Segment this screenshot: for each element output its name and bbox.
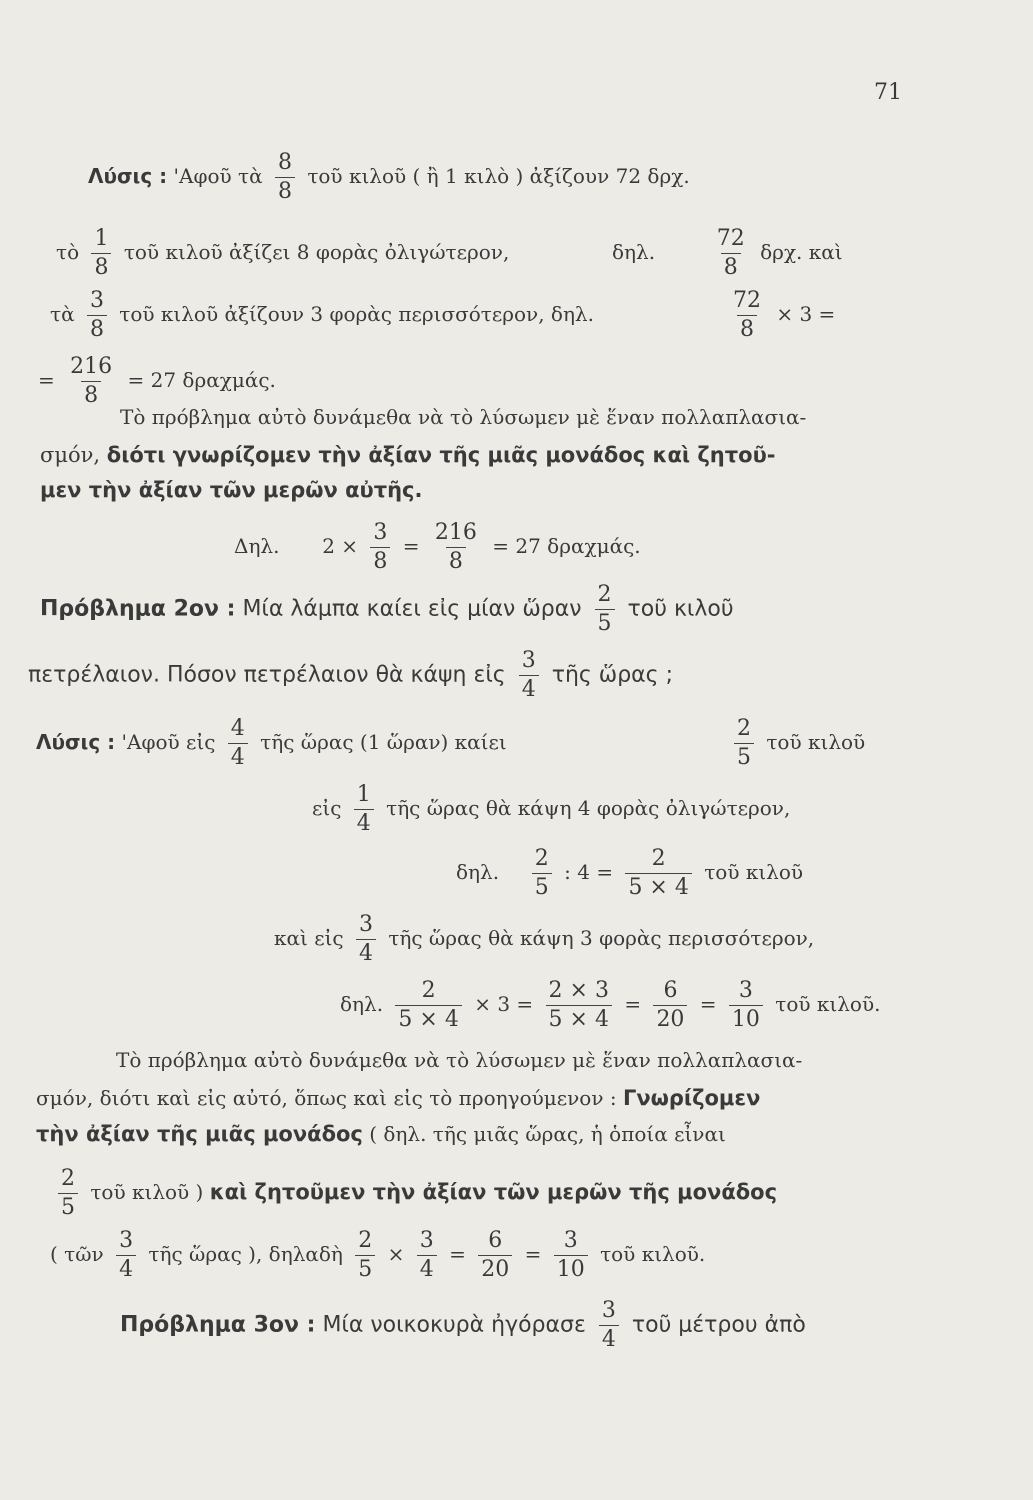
fraction-1-8 (91, 228, 111, 279)
fraction-2-5x4 (395, 980, 461, 1031)
numerator: 2 (597, 582, 612, 607)
text: δηλ. (612, 240, 656, 264)
bold-text: Γνωρίζομεν (622, 1086, 761, 1110)
denominator: 4 (228, 743, 248, 769)
numerator: 3 (738, 978, 753, 1003)
numerator: 4 (230, 716, 245, 741)
paragraph-2-line-3 (36, 1122, 726, 1146)
numerator: 72 (733, 288, 761, 313)
fraction-8-8 (275, 152, 295, 203)
text: = (624, 992, 642, 1016)
numerator: 8 (277, 150, 292, 175)
paragraph-2-line-1: Τὸ πρόβλημα αὐτὸ δυνάμεθα νὰ τὸ λύσωμεν μὲ ἕναν πολλαπλασια- (116, 1048, 803, 1072)
numerator: 2 (534, 846, 549, 871)
fraction-3-8 (87, 290, 107, 341)
text: τῆς ὥρας (1 ὥραν) καίει (260, 730, 507, 754)
problem-3-line-1 (120, 1300, 806, 1351)
text: τοῦ κιλοῦ ἀξίζουν 3 φορὰς περισσότερον, δηλ. (119, 302, 594, 326)
numerator: 2 (421, 978, 436, 1003)
text: τῆς ὥρας ), δηλαδὴ (148, 1242, 343, 1266)
denominator: 5 (58, 1193, 78, 1219)
text: δηλ. (456, 860, 500, 884)
solution-2-line-1 (36, 718, 507, 769)
text: πετρέλαιον. Πόσον πετρέλαιον θὰ κάψη εἰς (28, 662, 506, 688)
numerator: 1 (356, 782, 371, 807)
text: 'Αφοῦ εἰς (121, 730, 216, 754)
fraction-72-8 (730, 290, 764, 341)
text: = 27 δραχμάς. (127, 368, 276, 392)
fraction-3-4 (116, 1230, 136, 1281)
fraction-3-4 (356, 914, 376, 965)
numerator: 6 (663, 978, 678, 1003)
text: τοῦ κιλοῦ ( ἢ 1 κιλὸ ) ἀξίζουν 72 δρχ. (307, 164, 690, 188)
solution-1-line-3 (50, 290, 594, 341)
text: Μία λάμπα καίει εἰς μίαν ὥραν (242, 596, 582, 622)
fraction-3-8 (370, 522, 390, 573)
solution-2-line-3 (456, 848, 803, 899)
numerator: 216 (434, 520, 477, 545)
solution-1-line-2 (56, 228, 509, 279)
denominator: 8 (370, 547, 390, 573)
denominator: 4 (599, 1325, 619, 1351)
fraction-2-5 (58, 1168, 78, 1219)
fraction-2-5 (532, 848, 552, 899)
denominator: 5 (355, 1255, 375, 1281)
text: τῆς ὥρας θὰ κάψη 3 φορὰς περισσότερον, (388, 926, 815, 950)
text: δρχ. καὶ (760, 240, 843, 264)
numerator: 1 (94, 226, 109, 251)
problem-2-label: Πρόβλημα 2ον : (40, 596, 236, 622)
denominator: 5 × 4 (546, 1005, 612, 1031)
fraction-216-8 (432, 522, 480, 573)
text: = (38, 368, 55, 392)
problem-3-label: Πρόβλημα 3ον : (120, 1312, 316, 1338)
text: = 27 δραχμάς. (492, 534, 641, 558)
fraction-72-8 (714, 228, 748, 279)
denominator: 5 (532, 873, 552, 899)
paragraph-1-line-1: Τὸ πρόβλημα αὐτὸ δυνάμεθα νὰ τὸ λύσωμεν μὲ ἕναν πολλαπλασια- (120, 405, 807, 429)
text: ( τῶν (50, 1242, 104, 1266)
paragraph-1-line-3: μεν τὴν ἀξίαν τῶν μερῶν αὐτῆς. (40, 478, 423, 502)
fraction-6-20 (653, 980, 687, 1031)
solution-2-line-4 (274, 914, 814, 965)
text: δηλ. (340, 992, 384, 1016)
fraction-2-5 (355, 1230, 375, 1281)
denominator: 5 × 4 (625, 873, 691, 899)
problem-2-line-2 (28, 650, 673, 701)
paragraph-2-line-4 (52, 1168, 777, 1219)
text: εἰς (312, 796, 342, 820)
text: × (387, 1242, 405, 1266)
numerator: 3 (119, 1228, 134, 1253)
numerator: 3 (373, 520, 388, 545)
paragraph-2-line-5 (50, 1230, 705, 1281)
solution-label: Λύσις : (36, 730, 116, 754)
text: × 3 = (776, 302, 836, 326)
denominator: 4 (519, 675, 539, 701)
numerator: 2 (651, 846, 666, 871)
text: τοῦ κιλοῦ (704, 860, 804, 884)
text: καὶ εἰς (274, 926, 344, 950)
text: : 4 = (564, 860, 614, 884)
text: ( δηλ. τῆς μιᾶς ὥρας, ἡ ὁποία εἶναι (369, 1122, 726, 1146)
fraction-3-4 (599, 1300, 619, 1351)
denominator: 8 (91, 253, 111, 279)
fraction-4-4 (228, 718, 248, 769)
fraction-6-20 (478, 1230, 512, 1281)
denominator: 4 (417, 1255, 437, 1281)
fraction-216-8 (67, 356, 115, 407)
fraction-2x3-5x4 (546, 980, 612, 1031)
bold-text: τὴν ἀξίαν τῆς μιᾶς μονάδος (36, 1122, 363, 1146)
solution-1-line-3-right (724, 290, 835, 341)
solution-1-line-2-right (612, 228, 843, 279)
text: τὰ (50, 302, 75, 326)
numerator: 72 (716, 226, 745, 251)
text: × 3 = (474, 992, 534, 1016)
text: σμόν, (40, 443, 101, 467)
numerator: 6 (488, 1228, 503, 1253)
solution-1-line-1 (88, 152, 690, 203)
text: = (699, 992, 717, 1016)
denominator: 8 (721, 253, 741, 279)
denominator: 8 (275, 177, 295, 203)
problem-2-line-1 (40, 584, 734, 635)
text: τοῦ κιλοῦ (627, 596, 734, 622)
text: = (449, 1242, 466, 1266)
bold-text: διότι γνωρίζομεν τὴν ἀξίαν τῆς μιᾶς μονάδος καὶ ζητοῦ- (106, 443, 776, 467)
numerator: 3 (601, 1298, 616, 1323)
numerator: 3 (358, 912, 373, 937)
fraction-1-4 (354, 784, 374, 835)
denominator: 20 (478, 1255, 512, 1281)
denominator: 8 (446, 547, 466, 573)
fraction-3-10 (554, 1230, 588, 1281)
solution-2-line-2 (312, 784, 790, 835)
solution-2-line-1-right (728, 718, 865, 769)
text: = (402, 534, 420, 558)
denominator: 20 (653, 1005, 687, 1031)
text: τὸ (56, 240, 80, 264)
denominator: 4 (356, 939, 376, 965)
solution-label: Λύσις : (88, 164, 168, 188)
text: 'Αφοῦ τὰ (173, 164, 263, 188)
numerator: 3 (89, 288, 104, 313)
fraction-2-5 (734, 718, 754, 769)
numerator: 2 (737, 716, 751, 741)
fraction-3-10 (729, 980, 763, 1031)
numerator: 3 (419, 1228, 434, 1253)
text: τοῦ μέτρου ἀπὸ (631, 1312, 806, 1338)
denominator: 5 (734, 743, 754, 769)
text: τῆς ὥρας ; (551, 662, 674, 688)
solution-2-line-5 (340, 980, 880, 1031)
numerator: 2 × 3 (548, 978, 609, 1003)
numerator: 3 (563, 1228, 578, 1253)
denominator: 8 (737, 315, 757, 341)
denominator: 8 (87, 315, 107, 341)
numerator: 216 (70, 354, 113, 379)
numerator: 2 (358, 1228, 373, 1253)
text: τῆς ὥρας θὰ κάψη 4 φορὰς ὀλιγώτερον, (386, 796, 791, 820)
text: τοῦ κιλοῦ (766, 730, 866, 754)
text: σμόν, διότι καὶ εἰς αὐτό, ὅπως καὶ εἰς τὸ προηγούμενον : (36, 1086, 617, 1110)
denominator: 8 (81, 381, 101, 407)
bold-text: καὶ ζητοῦμεν τὴν ἀξίαν τῶν μερῶν τῆς μονάδος (209, 1180, 778, 1204)
fraction-3-4 (519, 650, 539, 701)
denominator: 10 (554, 1255, 588, 1281)
text: Μία νοικοκυρὰ ἠγόρασε (322, 1312, 586, 1338)
text: τοῦ κιλοῦ. (775, 992, 881, 1016)
page-number: 71 (874, 80, 902, 105)
paragraph-1-line-2 (40, 443, 775, 467)
paragraph-2-line-2 (36, 1086, 760, 1110)
denominator: 10 (729, 1005, 763, 1031)
text: = (524, 1242, 542, 1266)
denominator: 4 (354, 809, 374, 835)
denominator: 4 (116, 1255, 136, 1281)
numerator: 2 (61, 1166, 75, 1191)
denominator: 5 × 4 (395, 1005, 461, 1031)
text: 2 × (322, 534, 359, 558)
equation-line-1 (234, 522, 641, 573)
text: Δηλ. (234, 534, 280, 558)
fraction-2-5x4 (625, 848, 691, 899)
fraction-2-5 (595, 584, 615, 635)
text: τοῦ κιλοῦ. (600, 1242, 706, 1266)
text: τοῦ κιλοῦ ) (90, 1180, 204, 1204)
denominator: 5 (595, 609, 615, 635)
fraction-3-4 (417, 1230, 437, 1281)
text: τοῦ κιλοῦ ἀξίζει 8 φορὰς ὀλιγώτερον, (123, 240, 510, 264)
numerator: 3 (521, 648, 536, 673)
solution-1-line-4 (38, 356, 276, 407)
